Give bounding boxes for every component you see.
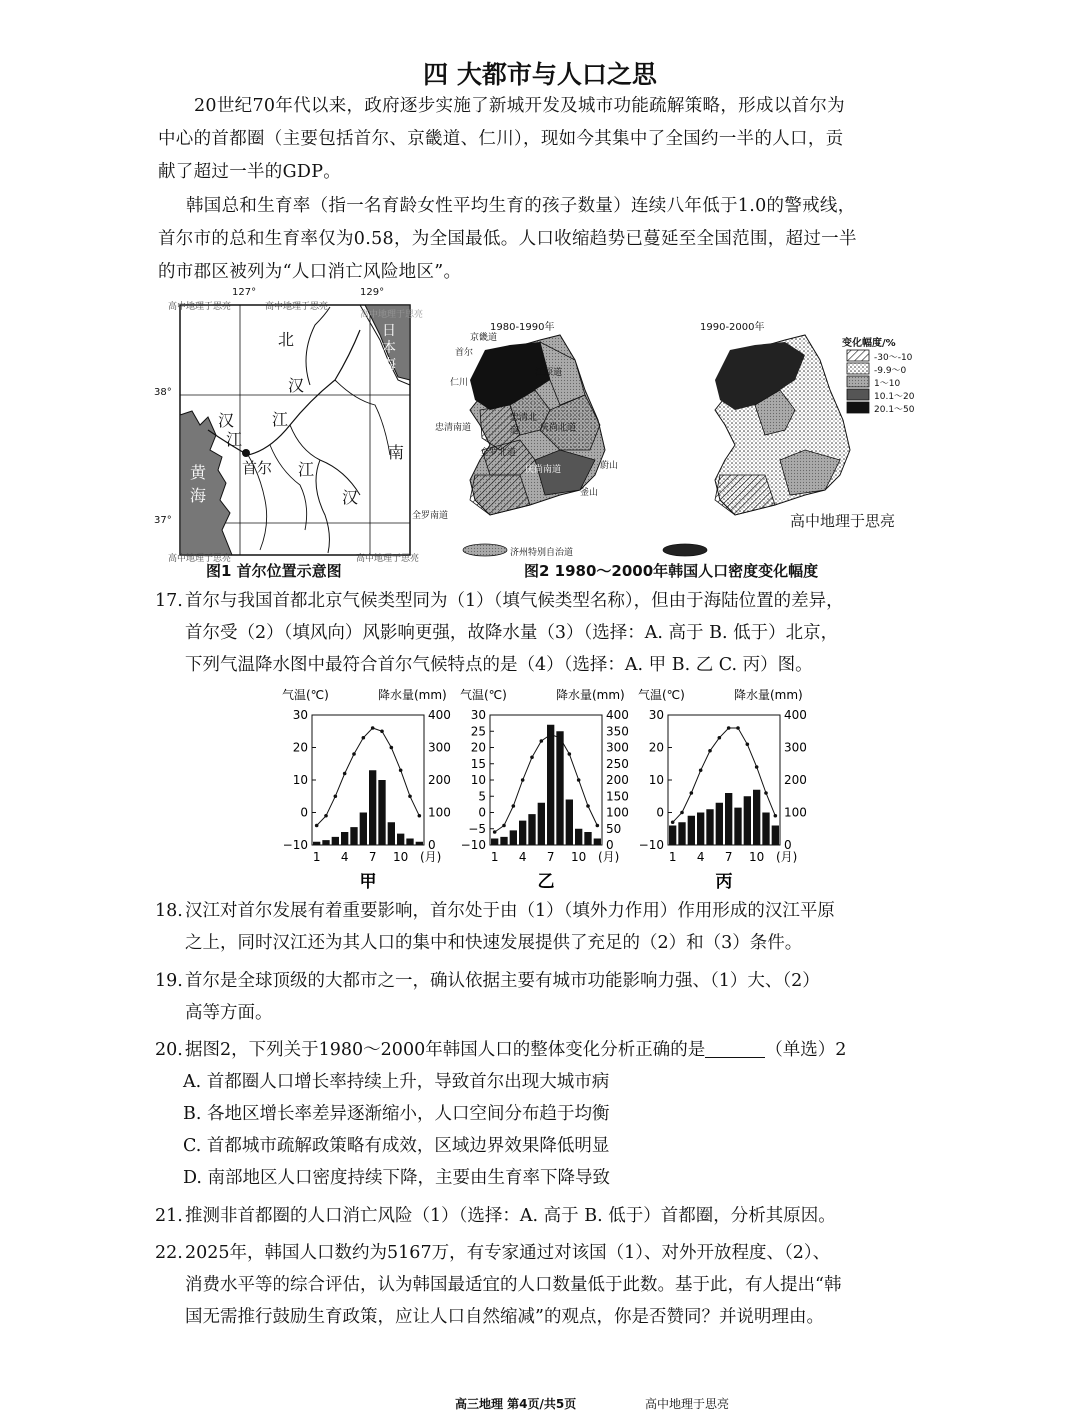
precip-bar — [519, 821, 526, 845]
temp-line — [495, 735, 598, 833]
watermark: 高中地理于思亮 — [168, 302, 232, 312]
temp-tick: 10 — [648, 773, 664, 787]
precip-tick: 400 — [606, 708, 629, 722]
watermark: 高中地理于思亮 — [265, 302, 329, 312]
region-label: 忠清南道 — [435, 423, 472, 433]
q20-option-c[interactable]: C. 首都城市疏解政策略有成效，区域边界效果降低明显 — [183, 1136, 610, 1156]
temp-tick: 30 — [292, 708, 308, 722]
region-label: 首尔 — [455, 348, 474, 358]
precip-bar — [510, 830, 517, 845]
precip-bar — [547, 725, 554, 845]
precip-tick: 0 — [428, 838, 436, 852]
temp-tick: 20 — [470, 740, 486, 755]
precip-tick: 300 — [428, 740, 451, 755]
map-label-jiang: 江 — [298, 460, 315, 479]
temp-axis-label: 气温(℃) — [460, 688, 507, 702]
region-label: 济州特别自治道 — [510, 548, 574, 558]
precip-bar — [575, 829, 582, 845]
month-tick: 4 — [518, 850, 527, 864]
precip-bar — [566, 800, 573, 846]
watermark: 高中地理于思亮 — [356, 554, 420, 564]
precip-tick: 100 — [428, 805, 451, 820]
month-tick: 1 — [490, 850, 499, 864]
temp-axis-label: 气温(℃) — [638, 688, 685, 702]
precip-bar — [528, 814, 535, 845]
temp-tick: −10 — [638, 838, 664, 852]
region-label: 庆尚北道 — [540, 423, 577, 433]
precip-bar — [322, 840, 329, 845]
legend-item: -9.9～0 — [874, 366, 907, 376]
map-label-japan-sea: 日本海 — [382, 323, 396, 373]
precip-bar — [678, 822, 685, 845]
precip-bar — [360, 813, 367, 846]
climate-charts — [280, 685, 820, 895]
precip-bar — [500, 837, 507, 845]
precip-tick: 300 — [606, 740, 629, 755]
region-label: 庆尚南道 — [525, 465, 562, 475]
temp-tick: 0 — [656, 805, 664, 820]
temp-tick: 20 — [648, 740, 664, 755]
lon-label-129: 129° — [360, 287, 385, 298]
figure-2-density-maps — [410, 310, 930, 560]
precip-tick: 350 — [606, 724, 629, 739]
question-21: 21. 推测非首都圈的人口消亡风险（1）（选择：A. 高于 B. 低于）首都圈，分析其原因。 — [155, 1206, 836, 1226]
month-tick: 10 — [571, 850, 587, 864]
precip-axis-label: 降水量(mm) — [734, 688, 803, 702]
precip-bar — [734, 808, 741, 845]
region-label: 全罗北道 — [480, 448, 517, 458]
seoul-map-graphic — [160, 285, 440, 575]
map-label-jiang: 江 — [272, 410, 289, 429]
page-title: 四 大都市与人口之思 — [423, 60, 657, 89]
precip-bar — [388, 822, 395, 845]
month-unit: (月) — [776, 850, 798, 864]
precip-tick: 100 — [784, 805, 807, 820]
temp-tick: 10 — [292, 773, 308, 787]
region-label: 釜山 — [580, 488, 599, 498]
precip-bar — [716, 803, 723, 845]
precip-tick: 400 — [784, 708, 807, 722]
precip-tick: 300 — [784, 740, 807, 755]
q20-option-b[interactable]: B. 各地区增长率差异逐渐缩小，人口空间分布趋于均衡 — [183, 1104, 610, 1124]
watermark: 高中地理于思亮 — [790, 512, 896, 530]
precip-axis-label: 降水量(mm) — [378, 688, 447, 702]
temp-tick: 30 — [648, 708, 664, 722]
plot-frame — [312, 715, 424, 845]
temp-tick: −5 — [468, 821, 486, 836]
lon-label-127: 127° — [232, 287, 257, 298]
lat-label-37: 37° — [154, 515, 172, 526]
map-label-sea: 海 — [190, 486, 207, 505]
temp-tick: 0 — [478, 805, 486, 820]
region-label: 仁川 — [450, 378, 469, 388]
region-label: 忠清北道 — [510, 413, 538, 436]
question-19: 19. 首尔是全球顶级的大都市之一，确认依据主要有城市功能影响力强、（1）大、（2） 高等方面。 — [155, 971, 820, 1023]
precip-tick: 50 — [606, 821, 622, 836]
precip-tick: 100 — [606, 805, 629, 820]
temp-tick: 30 — [470, 708, 486, 722]
period-label-1990-2000: 1990-2000年 — [700, 322, 765, 333]
precip-axis-label: 降水量(mm) — [556, 688, 625, 702]
precip-bar — [725, 793, 732, 845]
precip-bar — [350, 827, 357, 845]
lat-label-38: 38° — [154, 387, 172, 398]
precip-bar — [538, 803, 545, 845]
seoul-point — [242, 449, 250, 457]
precip-bar — [688, 816, 695, 845]
region-label: 京畿道 — [470, 333, 498, 343]
precip-tick: 400 — [428, 708, 451, 722]
chart-name: 乙 — [537, 872, 555, 892]
chart-name: 甲 — [359, 872, 377, 892]
precip-tick: 150 — [606, 789, 629, 804]
month-tick: 4 — [340, 850, 349, 864]
map-label-north: 北 — [278, 330, 295, 349]
temp-line — [317, 728, 420, 826]
precip-tick: 200 — [606, 773, 629, 787]
figure-2-caption: 图2 1980～2000年韩国人口密度变化幅度 — [524, 562, 819, 580]
q20-option-d[interactable]: D. 南部地区人口密度持续下降，主要由生育率下降导致 — [183, 1168, 611, 1188]
region-label: 蔚山 — [600, 461, 619, 471]
map-label-han: 汉 — [288, 376, 305, 395]
density-legend — [847, 350, 869, 413]
precip-bar — [584, 832, 591, 845]
chart-name: 丙 — [715, 872, 733, 892]
temp-tick: −10 — [460, 838, 486, 852]
precip-bar — [753, 790, 760, 845]
precip-bar — [491, 839, 498, 846]
region-label: 江原道 — [535, 368, 563, 378]
precip-bar — [594, 839, 601, 846]
month-tick: 7 — [368, 850, 377, 864]
temp-tick: 0 — [300, 805, 308, 820]
precip-tick: 200 — [428, 773, 451, 787]
temp-tick: 25 — [470, 724, 486, 739]
intro-paragraph-2: 韩国总和生育率（指一名育龄女性平均生育的孩子数量）连续八年低于1.0的警戒线， 首尔市的总和生育率仅为0.58，为全国最低。人口收缩趋势已蔓延至全国范围，超过一半 的市郡区被列为“人口消亡风险地区”。 — [158, 196, 857, 282]
figure-1-seoul-map — [154, 285, 440, 575]
watermark: 高中地理于思亮 — [360, 310, 424, 320]
precip-bar — [378, 780, 385, 845]
precip-bar — [706, 809, 713, 845]
legend-item: 10.1～20 — [874, 392, 915, 402]
temp-tick: 5 — [478, 789, 486, 804]
watermark: 高中地理于思亮 — [168, 554, 232, 564]
map-label-jiang: 江 — [226, 430, 243, 449]
map-label-yellow: 黄 — [190, 463, 207, 482]
q20-option-a[interactable]: A. 首都圈人口增长率持续上升，导致首尔出现大城市病 — [183, 1072, 610, 1092]
region-label: 全罗南道 — [412, 511, 449, 521]
question-20: 20. 据图2，下列关于1980～2000年韩国人口的整体变化分析正确的是 （单选）2 — [155, 1040, 847, 1060]
answer-blank[interactable] — [705, 1039, 765, 1058]
legend-item: -30～-10 — [874, 353, 913, 363]
precip-bar — [332, 837, 339, 845]
precip-bar — [369, 770, 376, 845]
month-unit: (月) — [598, 850, 620, 864]
month-tick: 1 — [312, 850, 321, 864]
period-label-1980-1990: 1980-1990年 — [490, 322, 555, 333]
precip-bar — [697, 813, 704, 846]
month-tick: 7 — [546, 850, 555, 864]
precip-bar — [556, 731, 563, 845]
precip-bar — [669, 826, 676, 846]
month-unit: (月) — [420, 850, 442, 864]
month-tick: 10 — [393, 850, 409, 864]
temp-point — [596, 824, 600, 828]
precip-bar — [772, 826, 779, 846]
precip-bar — [406, 839, 413, 846]
precip-tick: 200 — [784, 773, 807, 787]
footer-page: 高三地理 第4页/共5页 — [455, 1397, 577, 1411]
figure-1-caption: 图1 首尔位置示意图 — [206, 562, 342, 580]
precip-bar — [397, 834, 404, 845]
question-18: 18. 汉江对首尔发展有着重要影响，首尔处于由（1）（填外力作用）作用形成的汉江平原 之上，同时汉江还为其人口的集中和快速发展提供了充足的（2）和（3）条件。 — [155, 901, 835, 953]
intro-paragraph-1: 20世纪70年代以来，政府逐步实施了新城开发及城市功能疏解策略，形成以首尔为 中心的首都圈（主要包括首尔、京畿道、仁川），现如今其集中了全国约一半的人口，贡 献了超过一半的GDP。 — [158, 96, 845, 182]
temp-axis-label: 气温(℃) — [282, 688, 329, 702]
plot-frame — [490, 715, 602, 845]
climate-charts-graphic — [280, 685, 820, 895]
legend-item: 1～10 — [874, 379, 901, 389]
legend-item: 20.1～50 — [874, 405, 915, 415]
temp-tick: 15 — [470, 756, 486, 771]
temp-tick: −10 — [282, 838, 308, 852]
question-17: 17. 首尔与我国首都北京气候类型同为（1）（填气候类型名称），但由于海陆位置的差异， 首尔受（2）（填风向）风影响更强，故降水量（3）（选择：A. 高于 B. 低于）北京， 下列气温降水图中最符合首尔气候特点的是（4）（选择：A. 甲 B. 乙 C. 丙）图。 — [155, 591, 844, 675]
map-label-han: 汉 — [342, 488, 359, 507]
precip-bar — [744, 796, 751, 845]
legend-title: 变化幅度/% — [842, 338, 896, 349]
precip-tick: 0 — [784, 838, 792, 852]
precip-tick: 250 — [606, 756, 629, 771]
month-tick: 10 — [749, 850, 765, 864]
month-tick: 7 — [724, 850, 733, 864]
precip-tick: 0 — [606, 838, 614, 852]
map-label-south: 南 — [388, 443, 405, 462]
map-label-han: 汉 — [218, 411, 235, 430]
footer-author: 高中地理于思亮 — [645, 1397, 730, 1411]
precip-bar — [313, 842, 320, 845]
temp-tick: 20 — [292, 740, 308, 755]
precip-bar — [416, 842, 423, 845]
month-tick: 1 — [668, 850, 677, 864]
map-label-seoul: 首尔 — [242, 459, 273, 477]
temp-tick: 10 — [470, 773, 486, 787]
precip-bar — [341, 832, 348, 845]
question-22: 22. 2025年，韩国人口数约为5167万，有专家通过对该国（1）、对外开放程度、（2）、 消费水平等的综合评估，认为韩国最适宜的人口数量低于此数。基于此，有人提出“韩 国无需推行鼓励生育政策，应让人口自然缩减”的观点，你是否赞同？并说明理由。 — [155, 1243, 842, 1327]
month-tick: 4 — [696, 850, 705, 864]
precip-bar — [762, 813, 769, 846]
